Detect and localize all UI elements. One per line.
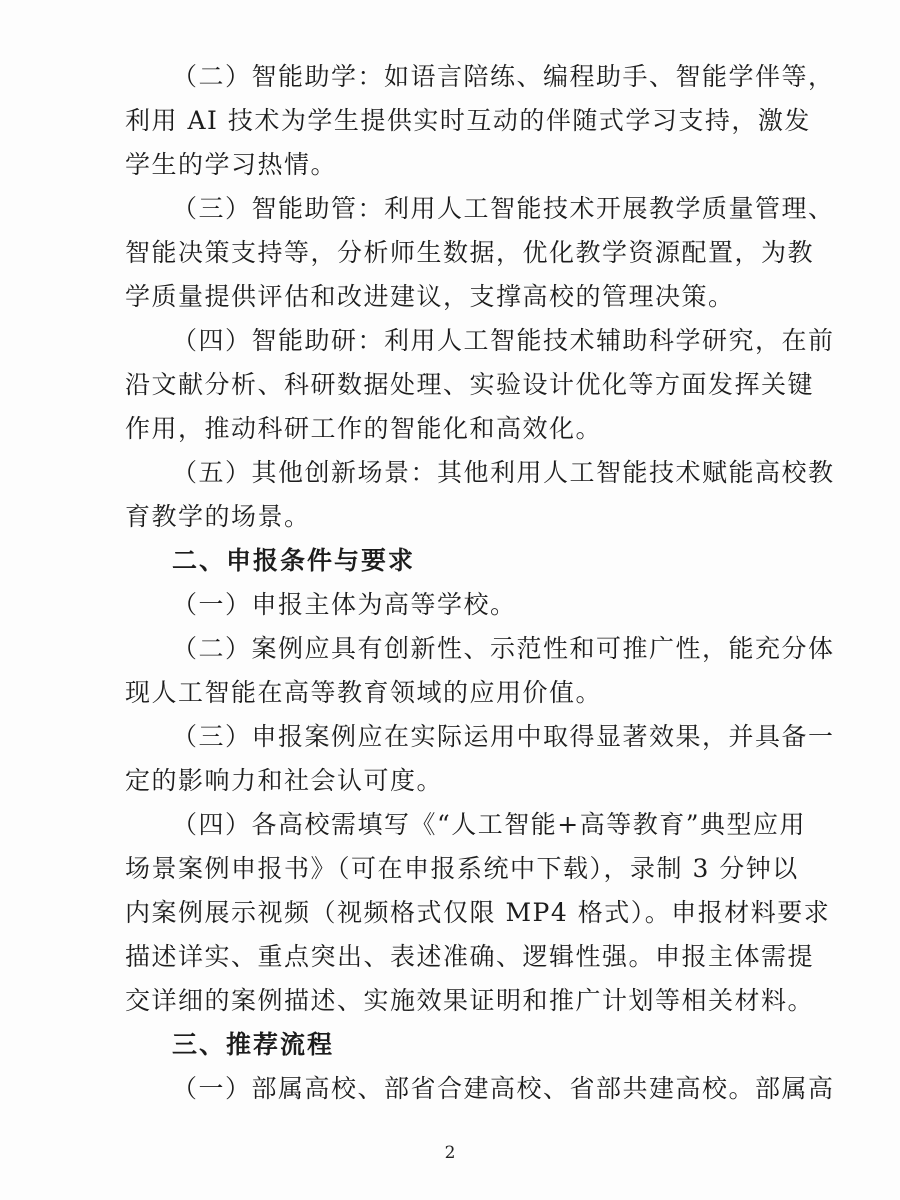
paragraph-line: （一）申报主体为高等学校。 — [172, 590, 517, 619]
paragraph-line: 描述详实、重点突出、表述准确、逻辑性强。申报主体需提 — [125, 942, 815, 971]
paragraph-line: （五）其他创新场景：其他利用人工智能技术赋能高校教 — [172, 458, 835, 487]
paragraph-line: 利用 AI 技术为学生提供实时互动的伴随式学习支持，激发 — [125, 106, 811, 135]
paragraph-line: 作用，推动科研工作的智能化和高效化。 — [125, 414, 603, 443]
paragraph-line: 定的影响力和社会认可度。 — [125, 766, 444, 795]
paragraph-line: （二）智能助学：如语言陪练、编程助手、智能学伴等， — [172, 62, 835, 91]
paragraph-line: 现人工智能在高等教育领域的应用价值。 — [125, 678, 603, 707]
paragraph-line: （四）智能助研：利用人工智能技术辅助科学研究，在前 — [172, 326, 835, 355]
paragraph-line: 交详细的案例描述、实施效果证明和推广计划等相关材料。 — [125, 986, 815, 1015]
paragraph-line: 学生的学习热情。 — [125, 150, 338, 179]
page-number: 2 — [444, 1143, 456, 1163]
paragraph-line: 内案例展示视频（视频格式仅限 MP4 格式）。申报材料要求 — [125, 898, 831, 927]
section-heading: 二、申报条件与要求 — [172, 546, 416, 575]
section-heading: 三、推荐流程 — [172, 1030, 335, 1059]
paragraph-line: （三）智能助管：利用人工智能技术开展教学质量管理、 — [172, 194, 835, 223]
paragraph-line: 沿文献分析、科研数据处理、实验设计优化等方面发挥关键 — [125, 370, 815, 399]
paragraph-line: （三）申报案例应在实际运用中取得显著效果，并具备一 — [172, 722, 835, 751]
paragraph-line: 智能决策支持等，分析师生数据，优化教学资源配置，为教 — [125, 238, 815, 267]
paragraph-line: （四）各高校需填写《“人工智能+高等教育”典型应用 — [172, 810, 807, 839]
paragraph-line: 学质量提供评估和改进建议，支撑高校的管理决策。 — [125, 282, 735, 311]
paragraph-line: （一）部属高校、部省合建高校、省部共建高校。部属高 — [172, 1074, 835, 1103]
paragraph-line: （二）案例应具有创新性、示范性和可推广性，能充分体 — [172, 634, 835, 663]
paragraph-line: 场景案例申报书》（可在申报系统中下载），录制 3 分钟以 — [125, 854, 799, 883]
paragraph-line: 育教学的场景。 — [125, 502, 311, 531]
